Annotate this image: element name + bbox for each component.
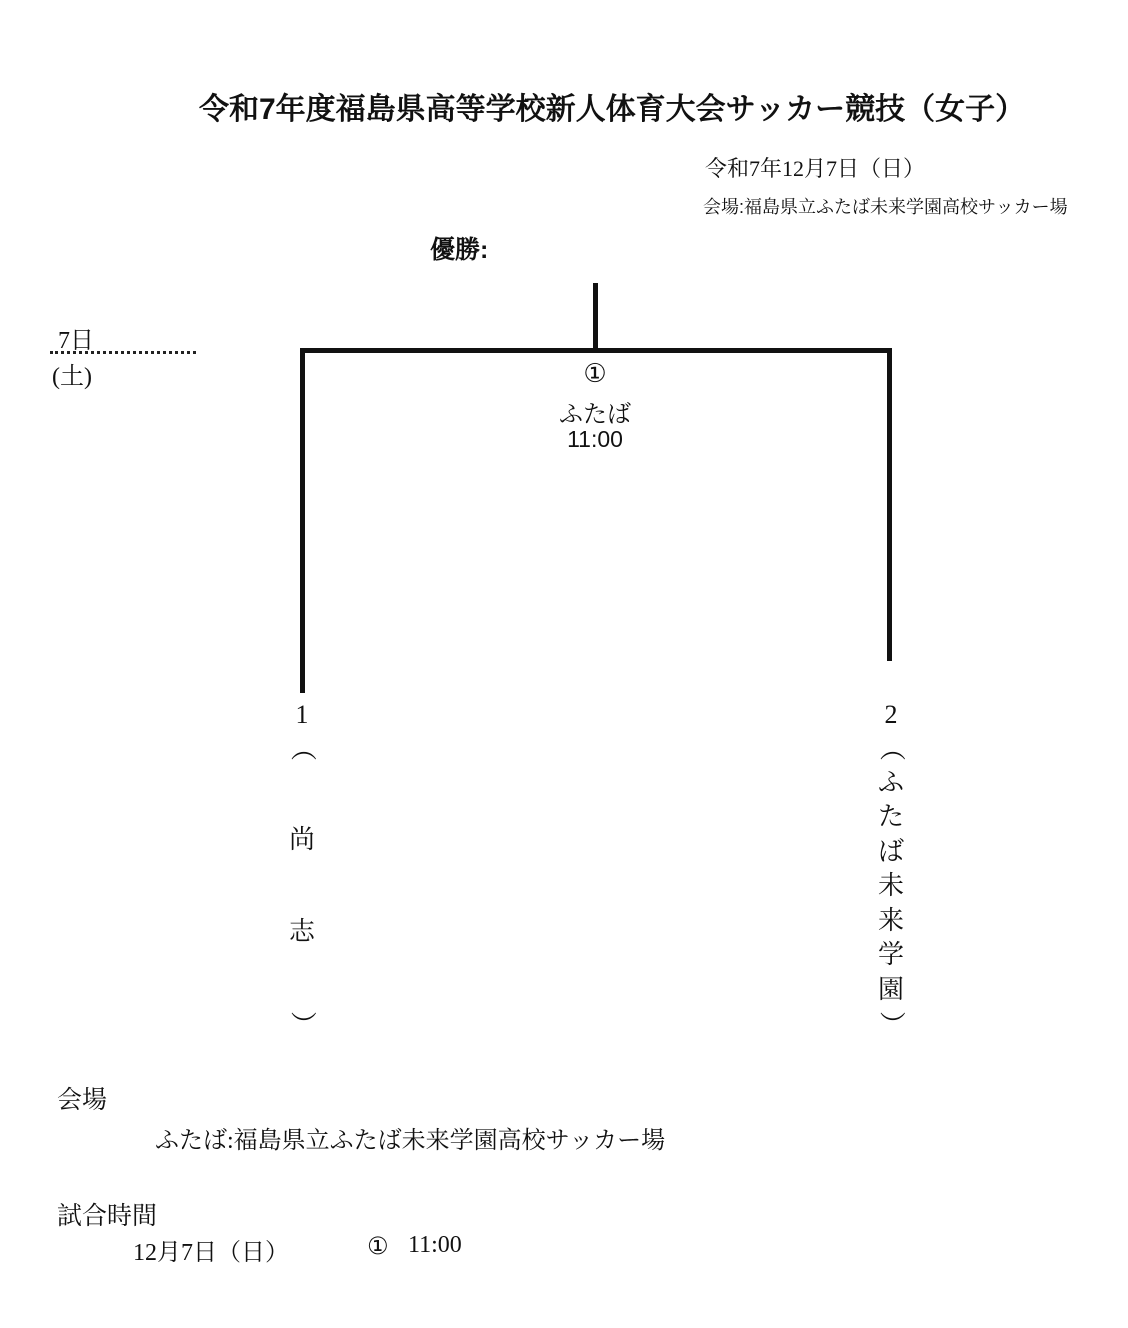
bracket-connector-top (593, 283, 598, 350)
footer-time-date: 12月7日（日） (133, 1240, 289, 1266)
team2-char: 園 (877, 974, 905, 1004)
team2-char: 学 (877, 940, 905, 969)
bracket-left-leg (300, 348, 305, 693)
paren-close: ） (288, 1010, 317, 1038)
team-name-vertical-2 (878, 735, 904, 1037)
team2-char: 来 (877, 905, 905, 935)
seed-number-2: 2 (884, 700, 898, 729)
footer-time-heading: 試合時間 (57, 1202, 158, 1230)
paren-close: ） (877, 1010, 906, 1038)
seed-number-1: 1 (295, 700, 309, 729)
team1-char: 志 (288, 917, 316, 946)
match-number: ① (583, 359, 607, 389)
paren-open: （ (288, 734, 317, 762)
event-venue: 会場:福島県立ふたば未来学園高校サッカー場 (703, 197, 1068, 217)
dotted-underline (50, 351, 196, 354)
team2-char: た (877, 802, 905, 831)
team1-char: 尚 (288, 825, 316, 854)
bracket-day-label: 7日 (58, 328, 94, 354)
footer-venue-detail: ふたば:福島県立ふたば未来学園高校サッカー場 (155, 1128, 666, 1154)
bracket-weekday-label: (土) (52, 364, 92, 390)
bracket-horizontal-line (300, 348, 892, 353)
team-name-vertical-1 (289, 735, 315, 1037)
match-venue: ふたば (559, 402, 631, 428)
team2-char: ば (877, 836, 905, 866)
footer-time-value: 11:00 (408, 1232, 462, 1258)
team2-char: 未 (877, 871, 905, 900)
footer-time-match-number: ① (367, 1232, 389, 1260)
page-title: 令和7年度福島県高等学校新人体育大会サッカー競技（女子） (199, 93, 1026, 126)
match-time: 11:00 (567, 426, 623, 452)
team2-char: ふ (877, 767, 905, 797)
paren-open: （ (877, 734, 906, 762)
footer-venue-heading: 会場 (57, 1086, 108, 1114)
champion-label: 優勝: (430, 236, 489, 264)
event-date: 令和7年12月7日（日） (705, 156, 926, 181)
bracket-right-leg (887, 348, 892, 661)
